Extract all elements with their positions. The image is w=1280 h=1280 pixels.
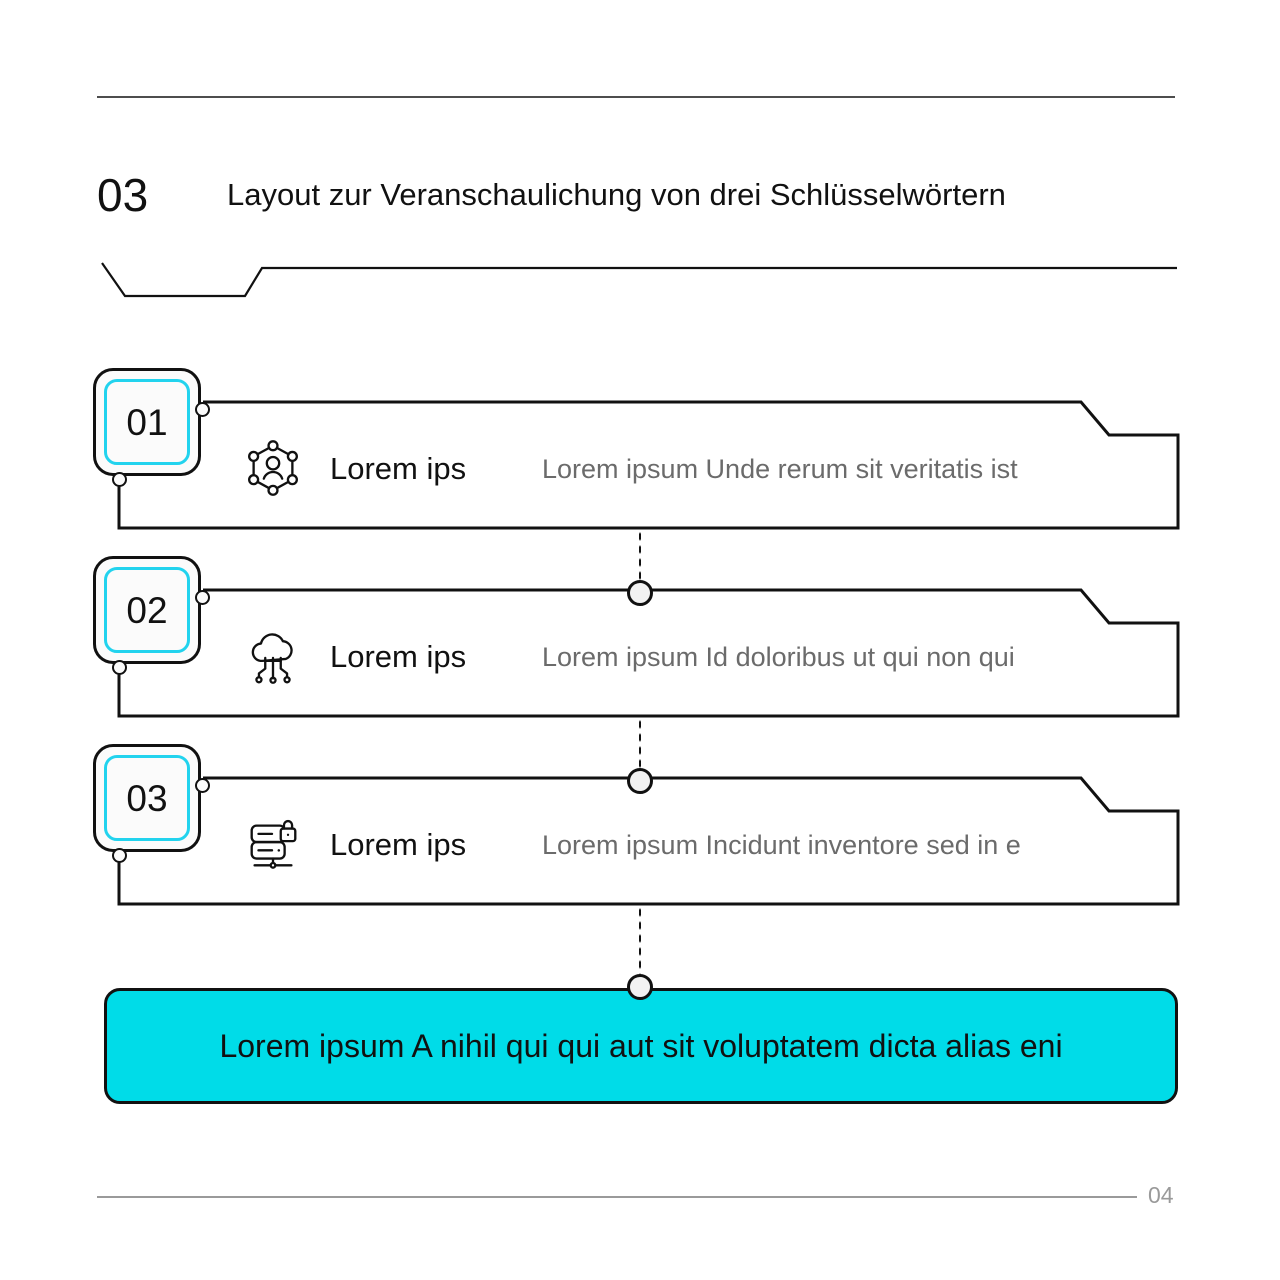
connector-node-2-bottom xyxy=(112,660,127,675)
step-heading-1: Lorem ips xyxy=(330,451,467,486)
junction-node-2 xyxy=(627,768,653,794)
step-description-2: Lorem ipsum Id doloribus ut qui non qui xyxy=(542,641,1015,672)
step-heading-2: Lorem ips xyxy=(330,639,467,674)
connector-node-3-bottom xyxy=(112,848,127,863)
card-content-2 xyxy=(242,626,1015,688)
connector-node-1-top xyxy=(195,402,210,417)
step-badge-number-2: 02 xyxy=(126,589,168,631)
header-divider xyxy=(97,96,1175,98)
connector-node-2-top xyxy=(195,590,210,605)
step-heading-3: Lorem ips xyxy=(330,827,467,862)
section-number: 03 xyxy=(97,169,149,221)
step-badge-number-1: 01 xyxy=(126,401,168,443)
step-badge-2[interactable] xyxy=(93,556,201,664)
server-lock-icon xyxy=(242,814,304,876)
connector-node-3-top xyxy=(195,778,210,793)
summary-banner[interactable] xyxy=(104,988,1178,1104)
footer-divider xyxy=(97,1196,1137,1198)
card-content-1 xyxy=(242,438,1018,500)
junction-node-1 xyxy=(627,580,653,606)
page-title: Layout zur Veranschaulichung von drei Schlüsselwörtern xyxy=(227,176,1006,212)
card-content-3 xyxy=(242,814,1021,876)
header-notch-decoration xyxy=(97,258,1177,303)
step-badge-3[interactable] xyxy=(93,744,201,852)
step-badge-1[interactable] xyxy=(93,368,201,476)
step-badge-number-3: 03 xyxy=(126,777,168,819)
slide-header xyxy=(97,160,1177,230)
dotted-connector-2 xyxy=(638,718,642,774)
cloud-computing-icon xyxy=(242,626,304,688)
step-description-1: Lorem ipsum Unde rerum sit veritatis ist xyxy=(542,453,1018,484)
dotted-connector-3 xyxy=(638,906,642,982)
page-number: 04 xyxy=(1148,1182,1174,1208)
dotted-connector-1 xyxy=(638,530,642,586)
user-network-icon xyxy=(242,438,304,500)
junction-node-3 xyxy=(627,974,653,1000)
summary-banner-text: Lorem ipsum A nihil qui qui aut sit voluptatem dicta alias eni xyxy=(219,1027,1063,1064)
connector-node-1-bottom xyxy=(112,472,127,487)
step-description-3: Lorem ipsum Incidunt inventore sed in e xyxy=(542,829,1021,860)
